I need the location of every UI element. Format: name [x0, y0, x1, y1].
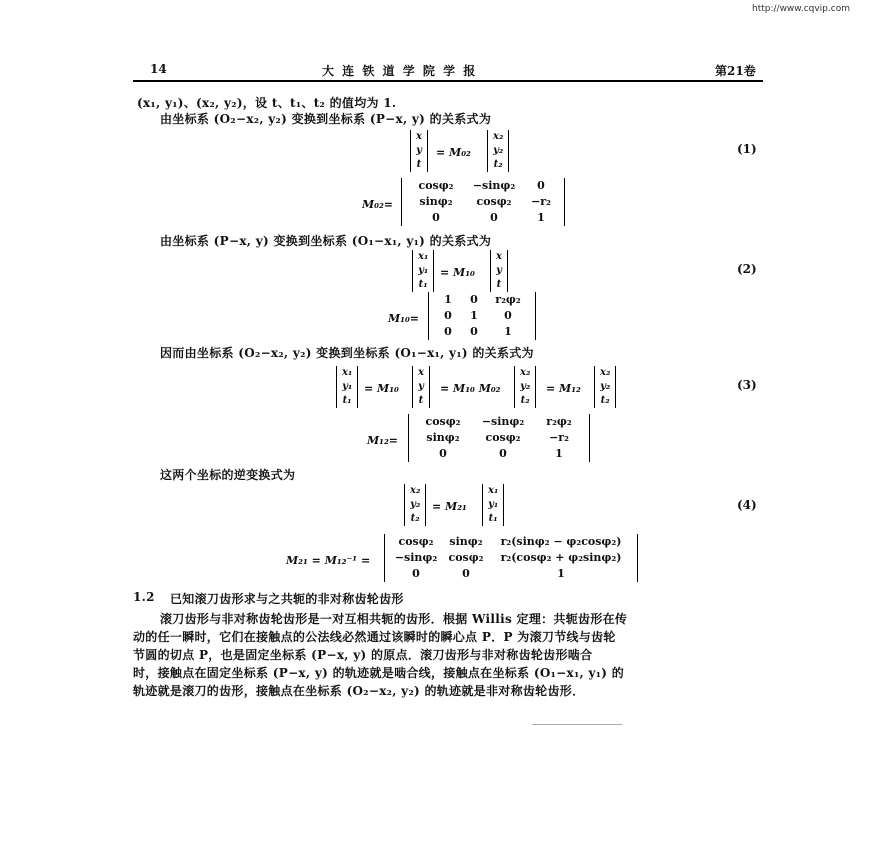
eq1-def-label: M₀₂= — [362, 198, 394, 211]
body-line: 节圆的切点 P，也是固定坐标系 (P−x, y) 的原点．滚刀齿形与非对称齿轮齿形啮合 — [133, 648, 593, 662]
scan-artifact — [532, 724, 622, 725]
eq4-vector-left: x₂ y₂ t₂ — [404, 484, 426, 526]
eq3-def-label: M₁₂= — [367, 434, 399, 447]
eq3-vector-c: x₂ y₂ t₂ — [514, 366, 536, 408]
eq2-vector-left: x₁ y₁ t₁ — [412, 250, 434, 292]
body-line: 时，接触点在固定坐标系 (P−x, y) 的轨迹就是啮合线，接触点在坐标系 (O₁−x₁, y₁) 的 — [133, 666, 625, 680]
eq2-number: (2) — [737, 262, 757, 276]
volume-label: 第21卷 — [715, 64, 756, 78]
para-eq1: 由坐标系 (O₂−x₂, y₂) 变换到坐标系 (P−x, y) 的关系式为 — [160, 112, 492, 126]
eq3-op2: = M₁₀ M₀₂ — [440, 382, 501, 395]
intro-line: (x₁, y₁)、(x₂, y₂)，设 t、t₁、t₂ 的值均为 1. — [137, 96, 397, 110]
eq1-vector-right: x₂ y₂ t₂ — [487, 130, 509, 172]
eq1-number: (1) — [737, 142, 757, 156]
eq3-def-matrix: cosφ₂ −sinφ₂ r₂φ₂ sinφ₂ cosφ₂ −r₂ 0 0 1 — [408, 414, 590, 462]
body-line: 轨迹就是滚刀的齿形，接触点在坐标系 (O₂−x₂, y₂) 的轨迹就是非对称齿轮齿形． — [133, 684, 585, 698]
journal-title: 大 连 铁 道 学 院 学 报 — [322, 64, 478, 78]
eq2-def-label: M₁₀= — [388, 312, 420, 325]
header-rule — [133, 80, 763, 82]
eq3-vector-a: x₁ y₁ t₁ — [336, 366, 358, 408]
watermark-url: http://www.cqvip.com — [752, 4, 850, 14]
para-eq3: 因而由坐标系 (O₂−x₂, y₂) 变换到坐标系 (O₁−x₁, y₁) 的关系式为 — [160, 346, 534, 360]
section-number: 1.2 — [133, 590, 155, 604]
eq3-number: (3) — [737, 378, 757, 392]
eq3-vector-d: x₂ y₂ t₂ — [594, 366, 616, 408]
eq4-matrix-name: = M₂₁ — [432, 500, 467, 513]
eq3-op3: = M₁₂ — [546, 382, 581, 395]
eq1-vector-left: x y t — [410, 130, 428, 172]
para-eq4: 这两个坐标的逆变换式为 — [160, 468, 296, 482]
eq4-vector-right: x₁ y₁ t₁ — [482, 484, 504, 526]
body-line: 动的任一瞬时，它们在接触点的公法线必然通过该瞬时的瞬心点 P．P 为滚刀节线与齿轮 — [133, 630, 616, 644]
eq4-number: (4) — [737, 498, 757, 512]
eq4-def-matrix: cosφ₂ sinφ₂ r₂(sinφ₂ − φ₂cosφ₂) −sinφ₂ cosφ₂ r₂(cosφ₂ + φ₂sinφ₂) 0 0 1 — [384, 534, 638, 582]
eq1-def-matrix: cosφ₂ −sinφ₂ 0 sinφ₂ cosφ₂ −r₂ 0 0 1 — [401, 178, 565, 226]
eq4-def-label: M₂₁ = M₁₂⁻¹ = — [286, 554, 371, 567]
section-title: 已知滚刀齿形求与之共轭的非对称齿轮齿形 — [170, 592, 404, 606]
para-eq2: 由坐标系 (P−x, y) 变换到坐标系 (O₁−x₁, y₁) 的关系式为 — [160, 234, 492, 248]
body-line: 滚刀齿形与非对称齿轮齿形是一对互相共轭的齿形．根据 Willis 定理：共轭齿形在传 — [160, 612, 628, 626]
page-number: 14 — [150, 62, 167, 76]
eq2-matrix-name: = M₁₀ — [440, 266, 475, 279]
eq2-def-matrix: 1 0 r₂φ₂ 0 1 0 0 0 1 — [428, 292, 536, 340]
eq3-vector-b: x y t — [412, 366, 430, 408]
eq3-op1: = M₁₀ — [364, 382, 399, 395]
eq1-matrix-name: = M₀₂ — [436, 146, 471, 159]
eq2-vector-right: x y t — [490, 250, 508, 292]
